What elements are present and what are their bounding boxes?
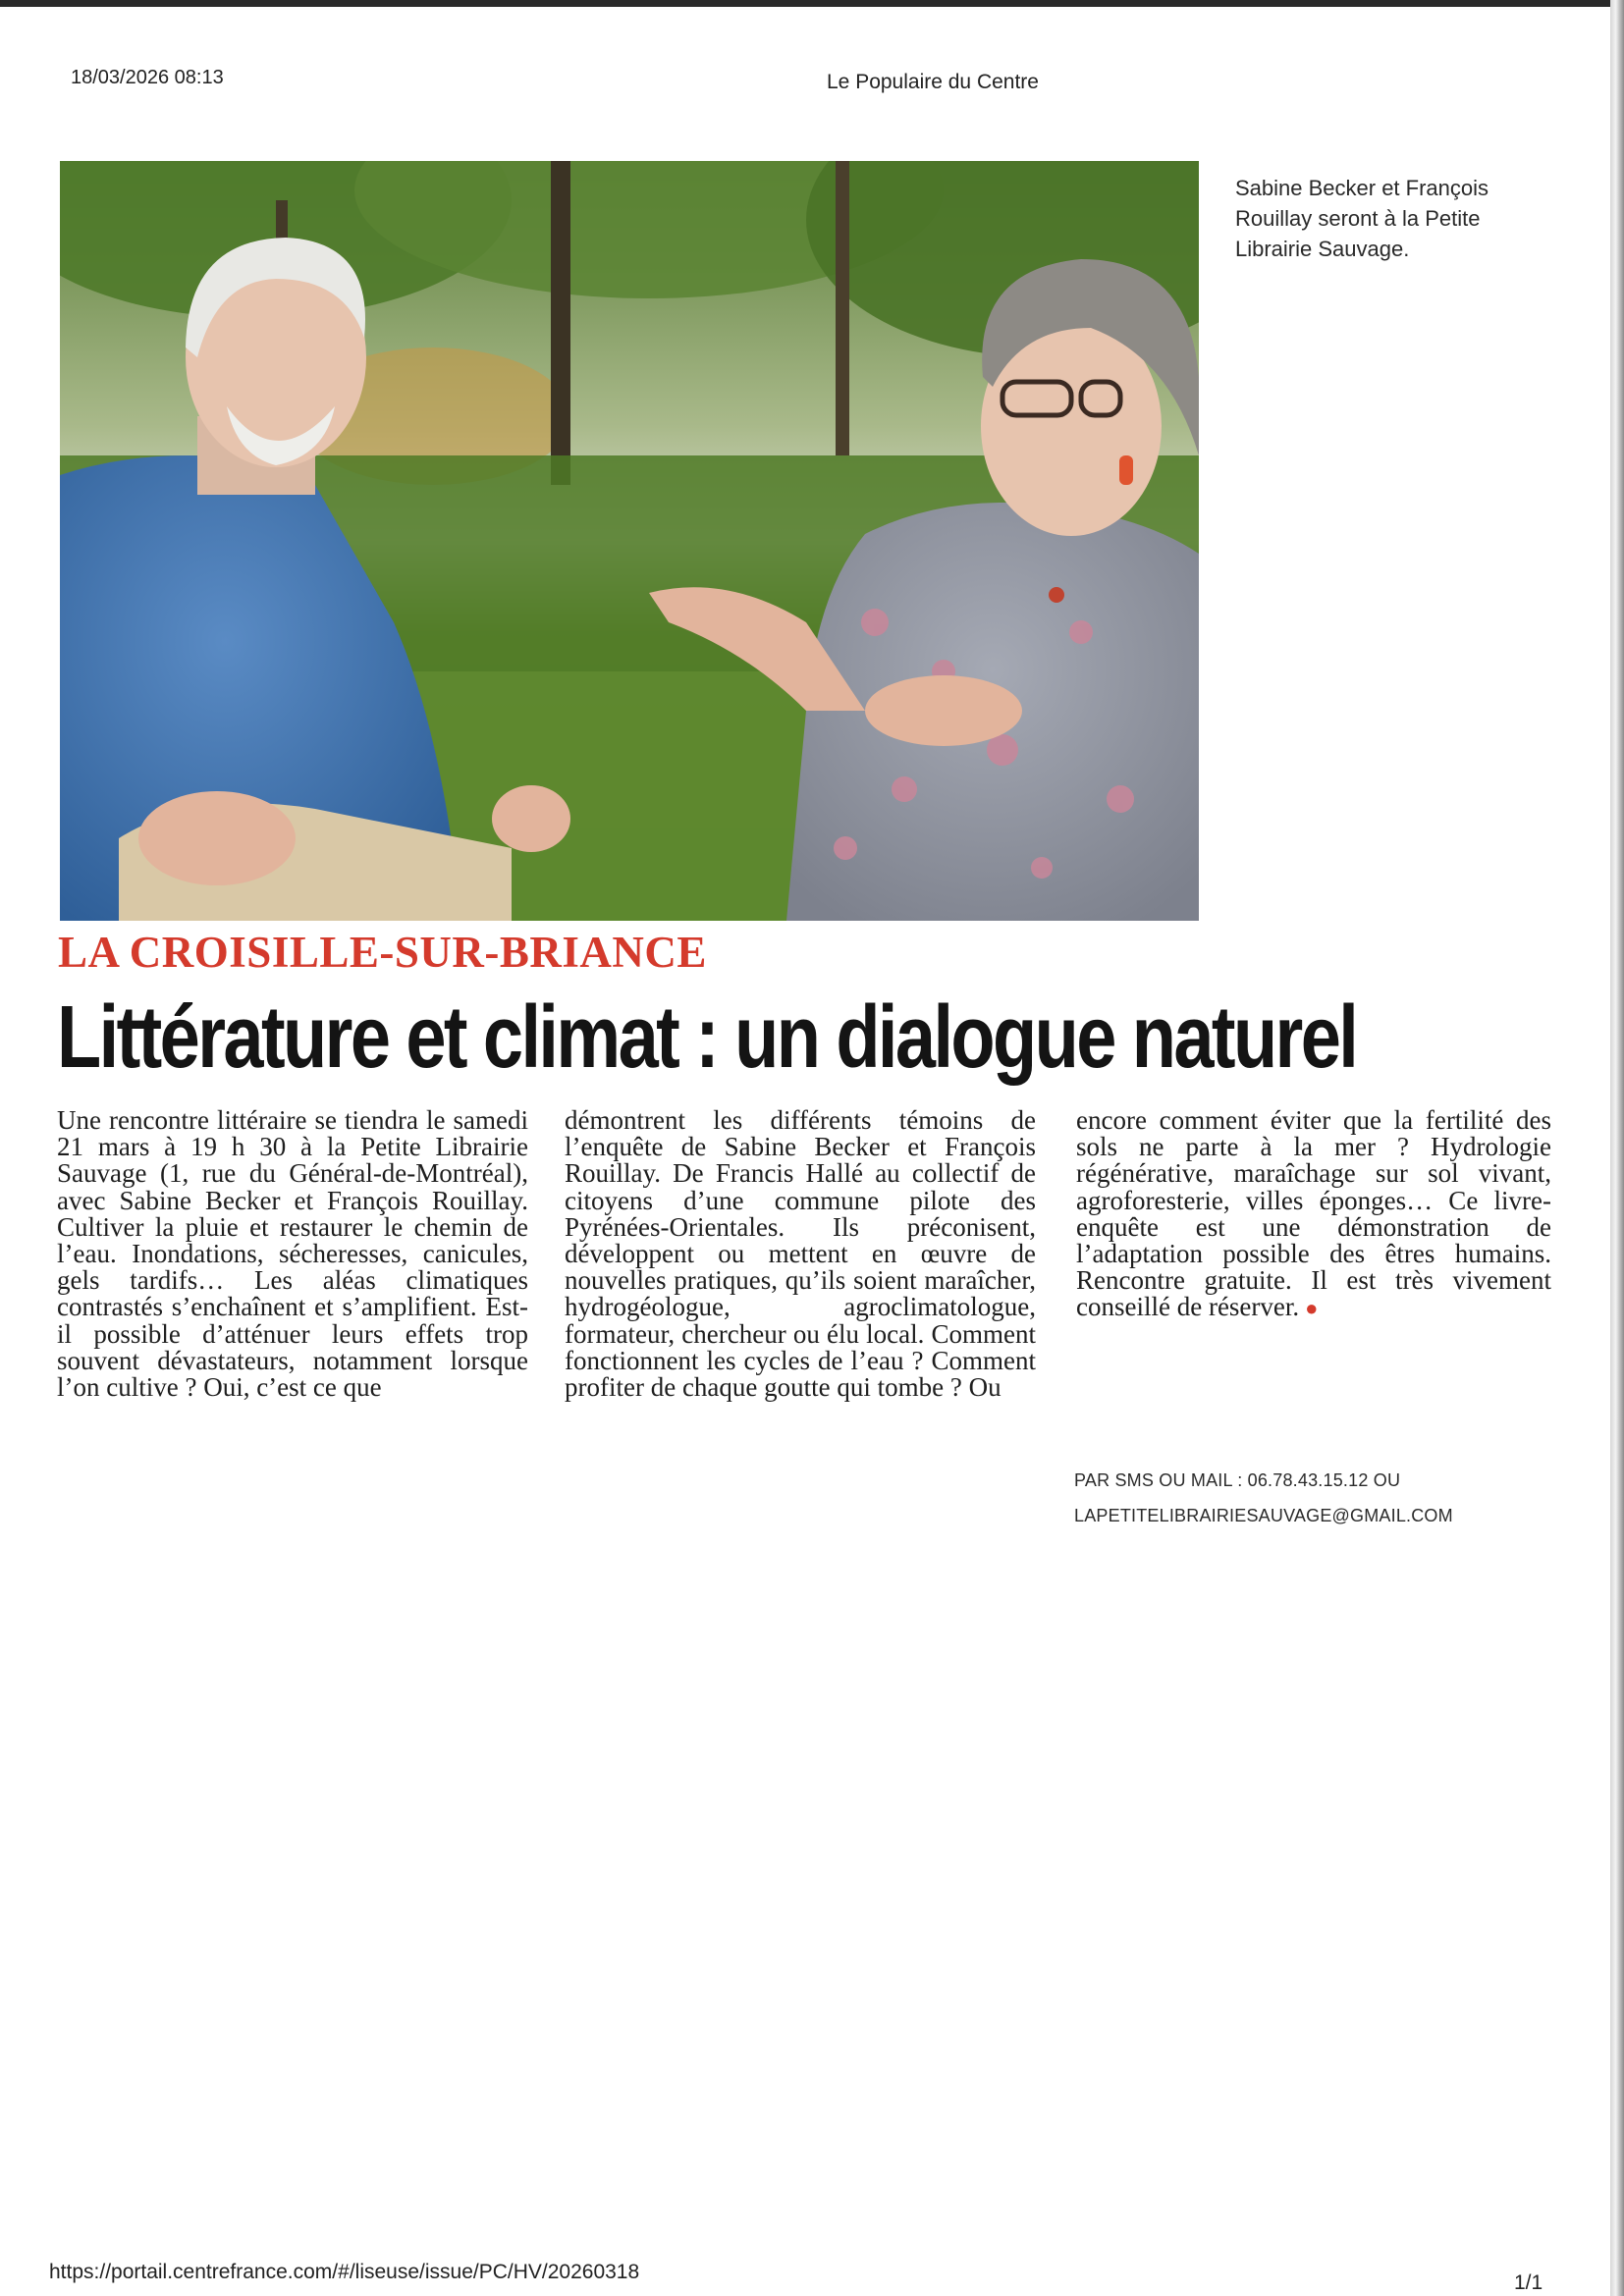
publication-name: Le Populaire du Centre (827, 71, 1039, 93)
scan-edge-top (0, 0, 1624, 7)
end-mark: ● (1305, 1296, 1319, 1321)
article-column-3 (1076, 1107, 1551, 1322)
print-datetime: 18/03/2026 08:13 (71, 67, 224, 88)
article-headline: Littérature et climat : un dialogue naturel (57, 988, 1357, 1087)
article-photo (60, 161, 1199, 921)
photo-caption: Sabine Becker et François Rouillay seront à la Petite Librairie Sauvage. (1235, 176, 1489, 261)
page-number: 1/1 (1514, 2271, 1543, 2294)
article-location: LA CROISILLE-SUR-BRIANCE (58, 928, 707, 977)
article-column-2: démontrent les différents témoins de l’enquête de Sabine Becker et François Rouillay. De Francis Hallé au collectif de citoyens d’une commune pilote des Pyrénées-Orientales. Ils préconisent, développent ou mettent en œuvre de nouvelles pratiques, qu’ils soient maraîcher, hydrogéologue, agroclimatologue, formateur, chercheur ou élu local. Comment fonctionnent les cycles de l’eau ? Comment profiter de chaque goutte qui tombe ? Ou (565, 1105, 1036, 1403)
footer-url: https://portail.centrefrance.com/#/liseuse/issue/PC/HV/20260318 (49, 2261, 640, 2283)
scan-edge-right (1610, 0, 1624, 2296)
article-column-3-text: encore comment éviter que la fertilité des sols ne parte à la mer ? Hydrologie régénérative, maraîchage sur sol vivant, agroforesterie, villes éponges… Ce livre-enquête est une démonstration de l’adaptation possible des êtres humains. Rencontre gratuite. Il est très vivement conseillé de réserver. (1076, 1105, 1551, 1322)
article-column-1: Une rencontre littéraire se tiendra le samedi 21 mars à 19 h 30 à la Petite Librairie Sauvage (1, rue du Général-de-Montréal), avec Sabine Becker et François Rouillay. Cultiver la pluie et restaurer le chemin de l’eau. Inondations, sécheresses, canicules, gels tardifs… Les aléas climatiques contrastés s’enchaînent et s’amplifient. Est-il possible d’atténuer leurs effets trop souvent dévastateurs, notamment lorsque l’on cultive ? Oui, c’est ce que (57, 1105, 528, 1403)
article-contact: PAR SMS OU MAIL : 06.78.43.15.12 OU LAPETITELIBRAIRIESAUVAGE@GMAIL.COM (1074, 1470, 1453, 1525)
